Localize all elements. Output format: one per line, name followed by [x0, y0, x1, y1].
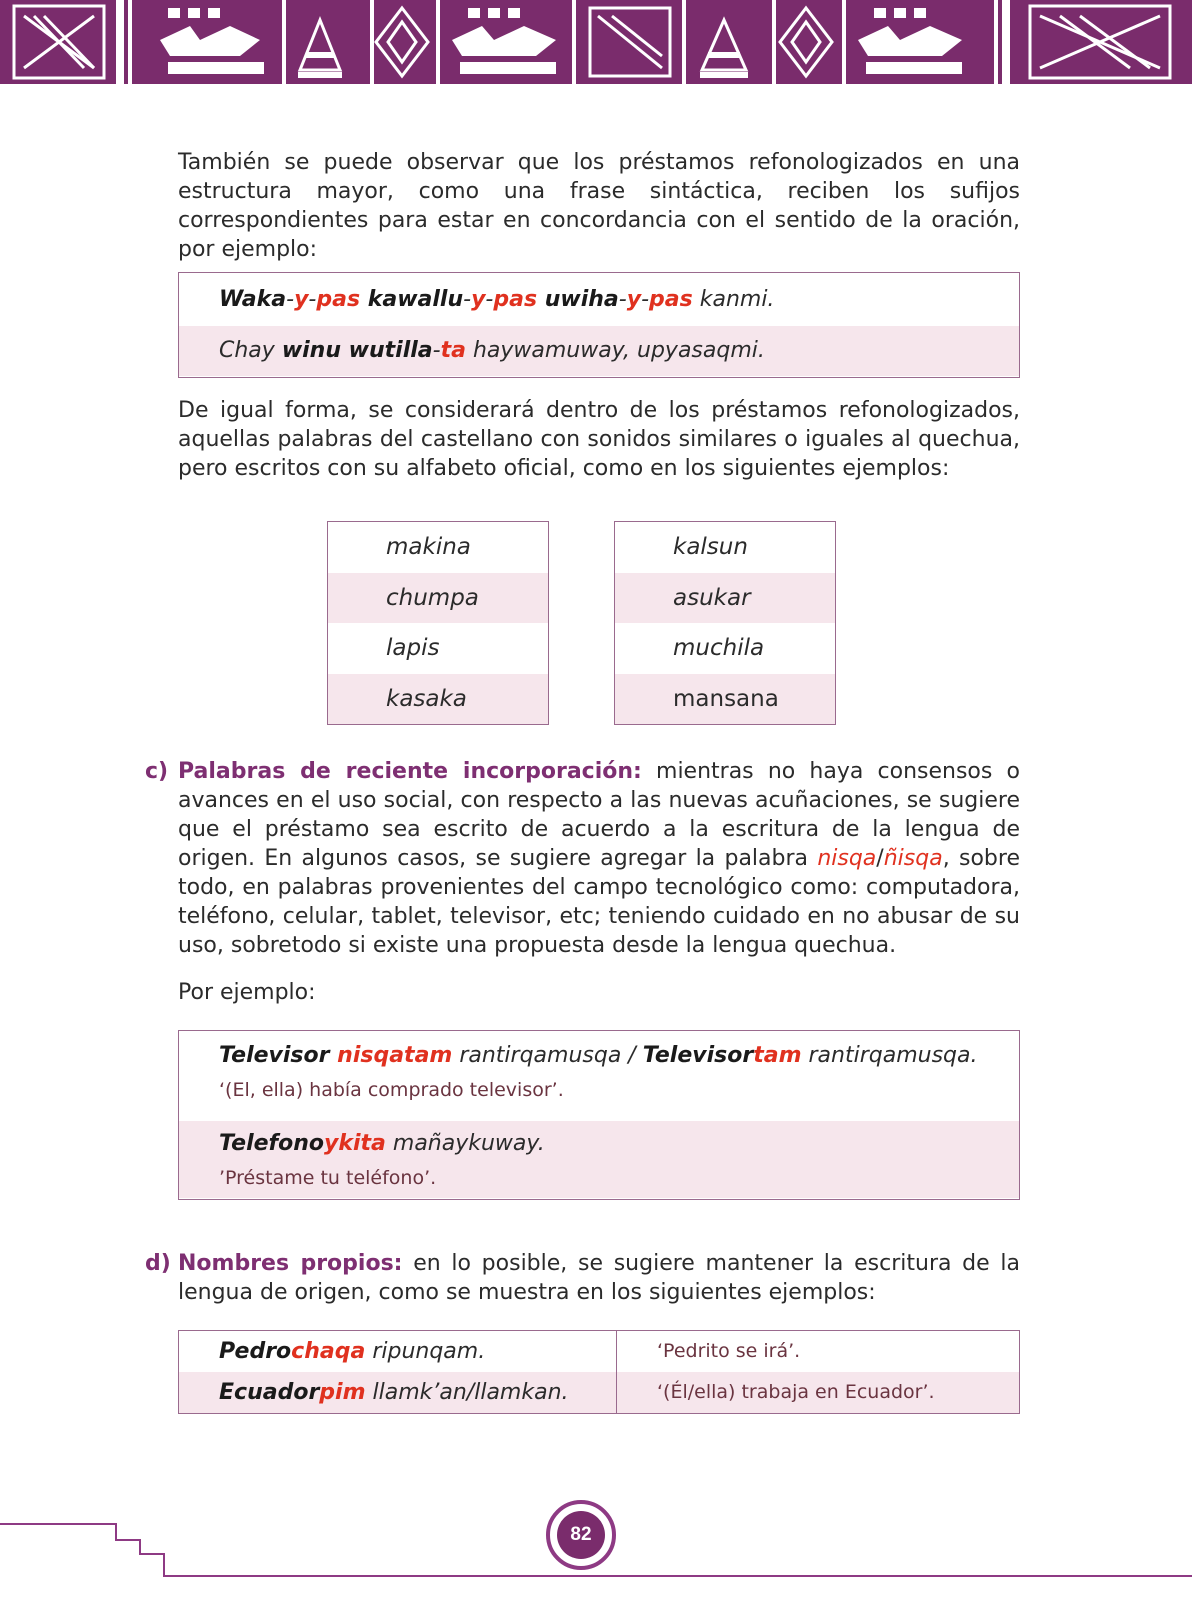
- table-cell-quechua: [179, 1331, 617, 1372]
- example-box-loanwords: [178, 272, 1020, 378]
- hyphen: -: [618, 287, 627, 312]
- word-chay: Chay: [219, 338, 282, 363]
- name-suffix: pim: [319, 1380, 366, 1405]
- name-suffix: chaqa: [291, 1339, 366, 1364]
- example-row-1: [179, 273, 1019, 326]
- suffix-y: y: [626, 287, 642, 312]
- word-uwiha: uwiha: [537, 287, 619, 312]
- word-winu-wutilla: winu wutilla: [281, 338, 433, 363]
- word-item: makina: [386, 534, 471, 560]
- suffix-ta: ta: [440, 338, 466, 363]
- suffix-pas: pas: [493, 287, 538, 312]
- example-row-2: [179, 326, 1019, 376]
- table-cell-gloss: ‘Pedrito se irá’.: [657, 1340, 801, 1362]
- section-d-paragraph: [178, 1249, 1020, 1307]
- name-stem: Ecuador: [219, 1380, 320, 1405]
- word-kawallu: kawallu: [360, 287, 464, 312]
- suffix-y: y: [471, 287, 486, 312]
- section-c-heading: Palabras de reciente incorporación:: [178, 759, 642, 784]
- word-waka: Waka: [219, 287, 287, 312]
- word-item: asukar: [615, 573, 835, 624]
- intro-paragraph: También se puede observar que los préstamos refonologizados en una estructura mayor, como una frase sintáctica, reciben los sufijos correspondientes para estar en concordancia con el sentido de la oración, por ejemplo:: [178, 150, 1020, 262]
- textile-pattern-graphic: [0, 0, 1192, 84]
- page-number: 82: [557, 1511, 605, 1559]
- page-number-badge: [546, 1500, 616, 1570]
- section-marker-c: c): [145, 759, 169, 784]
- example-box-technology: [178, 1030, 1020, 1200]
- suffix-pas: pas: [649, 287, 693, 312]
- sentence-rest: mañaykuway.: [385, 1131, 545, 1156]
- hyphen: -: [641, 287, 650, 312]
- sentence-rest: haywamuway, upyasaqmi.: [465, 338, 765, 363]
- section-d-heading: Nombres propios:: [178, 1251, 403, 1276]
- word-televisor: Televisor: [219, 1043, 338, 1068]
- translation-gloss: ‘(El, ella) había comprado televisor’.: [219, 1079, 564, 1101]
- name-stem: Pedro: [219, 1339, 292, 1364]
- example-telefono: [179, 1121, 1019, 1198]
- word-item: muchila: [673, 635, 765, 661]
- hyphen: -: [286, 287, 295, 312]
- hyphen: -: [432, 338, 441, 363]
- header-pattern-band: [0, 0, 1192, 84]
- word-item: chumpa: [328, 573, 548, 624]
- suffix-tam: tam: [753, 1043, 802, 1068]
- table-cell-gloss: ‘(Él/ella) trabaja en Ecuador’.: [657, 1381, 935, 1403]
- suffix-nisqatam: nisqatam: [337, 1043, 453, 1068]
- word-item: kalsun: [673, 534, 748, 560]
- word-item: mansana: [615, 674, 835, 725]
- section-c-text: mientras no haya consensos o avances en el uso social, con respecto a las nuevas acuñaciones, se sugiere que el préstamo sea escrito de acuerdo a la escritura de la lengua de origen. En algunos casos, se sugiere agregar la palabra: [178, 759, 1020, 871]
- slash: /: [876, 846, 884, 871]
- table-row: [179, 1331, 1019, 1372]
- table-row: [179, 1372, 1019, 1413]
- sentence-rest: ripunqam.: [365, 1339, 486, 1364]
- section-c-text-end: , sobre todo, en palabras provenientes del campo tecnológico como: computadora, teléfono, celular, tablet, televisor, etc; teniendo cuidado en no abusar de su uso, sobretodo si existe una propuesta desde la lengua quechua.: [178, 846, 1020, 958]
- sentence-rest: rantirqamusqa /: [452, 1043, 643, 1068]
- example-sentence: [219, 1039, 1019, 1073]
- term-nisqa: nisqa: [817, 846, 877, 871]
- suffix-ykita: ykita: [324, 1131, 386, 1156]
- suffix-pas: pas: [316, 287, 361, 312]
- table-cell-quechua: [179, 1372, 617, 1413]
- word-list-left: [327, 521, 549, 725]
- hyphen: -: [308, 287, 317, 312]
- word-kanmi: kanmi.: [692, 287, 775, 312]
- word-telefono: Telefono: [219, 1131, 325, 1156]
- example-sentence: [219, 1127, 1019, 1161]
- por-ejemplo-label: Por ejemplo:: [178, 980, 316, 1005]
- word-televisor: Televisor: [642, 1043, 754, 1068]
- sentence-rest: llamk’an/llamkan.: [365, 1380, 569, 1405]
- word-item: lapis: [386, 635, 440, 661]
- proper-names-table: [178, 1330, 1020, 1414]
- word-item: kasaka: [328, 674, 548, 725]
- example-televisor: [179, 1031, 1019, 1121]
- section-c-paragraph: [178, 757, 1020, 960]
- sentence-rest: rantirqamusqa.: [801, 1043, 978, 1068]
- section-marker-d: d): [145, 1251, 171, 1276]
- word-list-right: [614, 521, 836, 725]
- term-nisqa-alt: ñisqa: [883, 846, 943, 871]
- section-d-text: en lo posible, se sugiere mantener la escritura de la lengua de origen, como se muestra en los siguientes ejemplos:: [178, 1251, 1020, 1305]
- translation-gloss: ’Préstame tu teléfono’.: [219, 1167, 437, 1189]
- suffix-y: y: [294, 287, 309, 312]
- hyphen: -: [485, 287, 494, 312]
- paragraph-refonologized: De igual forma, se considerará dentro de los préstamos refonologizados, aquellas palabras del castellano con sonidos similares o iguales al quechua, pero escritos con su alfabeto oficial, como en los siguientes ejemplos:: [178, 398, 1020, 481]
- hyphen: -: [463, 287, 472, 312]
